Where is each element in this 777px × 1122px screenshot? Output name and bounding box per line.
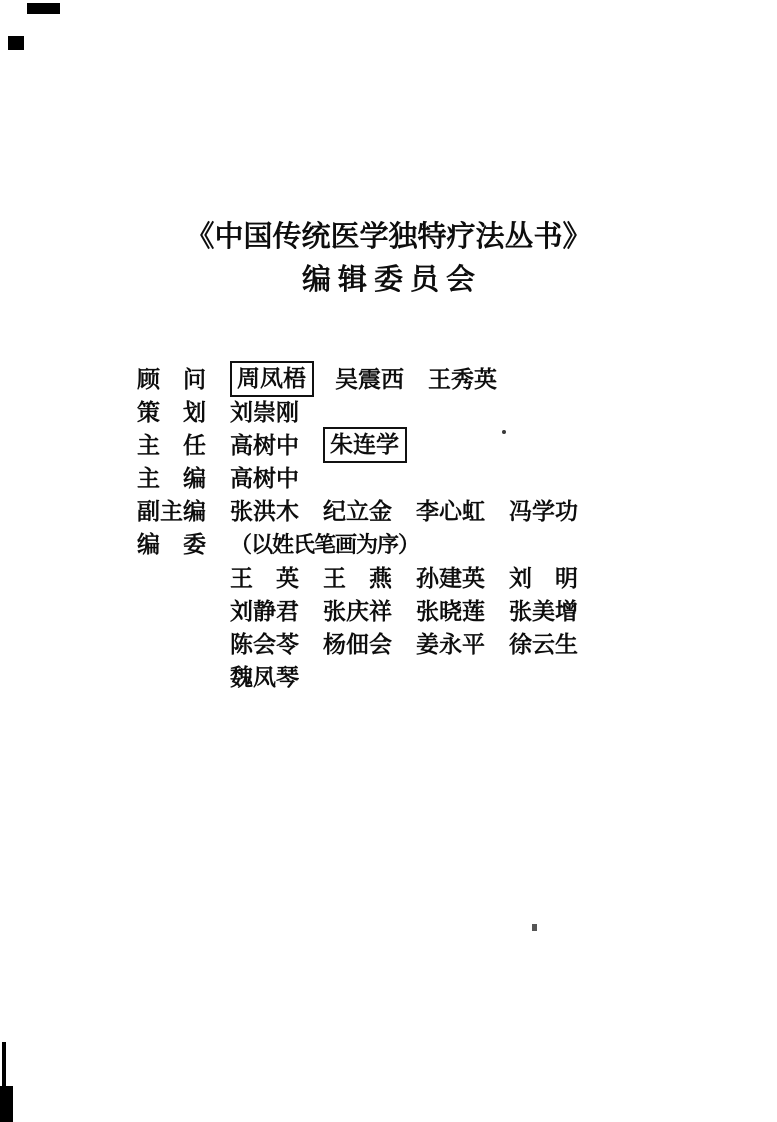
person-name: 高树中 [230,465,299,492]
person-name: 张晓莲 [416,597,485,624]
role-label: 主 任 [137,432,206,459]
person-name: 刘 明 [509,564,578,591]
person-name: 高树中 [230,432,299,459]
scan-artifact-top-left-square [8,36,24,50]
person-name: 刘静君 [230,597,299,624]
person-name: 姜永平 [416,630,485,657]
roster-row-members [137,631,737,664]
person-name: 张庆祥 [323,597,392,624]
series-title: 《中国传统医学独特疗法丛书》 [185,221,592,253]
sort-order-note: （以姓氏笔画为序） [230,532,420,558]
person-name: 王 英 [230,564,299,591]
scan-artifact-top-left-bar [27,3,60,14]
roster-row-members [137,565,737,598]
role-label: 主 编 [137,465,206,492]
scan-artifact-bottom-left-blob [0,1086,13,1122]
roster-row-deputy-editors [137,498,737,531]
person-name: 纪立金 [323,498,392,525]
person-name: 徐云生 [509,630,578,657]
role-label: 编 委 [137,531,206,558]
scan-speck [532,924,537,931]
person-name: 刘崇刚 [230,399,299,426]
person-name: 王 燕 [323,564,392,591]
roster-row-chief-editor [137,465,737,498]
roster-row-members [137,598,737,631]
roster-row-members [137,664,737,697]
person-name-framed: 朱连学 [323,427,407,463]
role-label: 副主编 [137,498,206,525]
person-name: 冯学功 [509,498,578,525]
editorial-roster [137,366,737,697]
roster-row-director [137,432,737,465]
roster-row-planner [137,399,737,432]
person-name: 王秀英 [428,366,497,392]
role-label: 策 划 [137,399,206,426]
person-name: 吴震西 [335,366,404,392]
committee-title: 编辑委员会 [301,264,482,296]
roster-row-committee-header [137,531,737,564]
person-name: 陈会苓 [230,630,299,657]
person-name: 李心虹 [416,498,485,525]
person-name: 张洪木 [230,498,299,525]
person-name: 张美增 [509,597,578,624]
roster-row-advisors [137,366,737,399]
person-name: 孙建英 [416,564,485,591]
person-name: 杨佃会 [323,630,392,657]
role-label: 顾 问 [137,366,206,392]
person-name-framed: 周凤梧 [230,361,314,397]
person-name: 魏凤琴 [230,663,299,690]
